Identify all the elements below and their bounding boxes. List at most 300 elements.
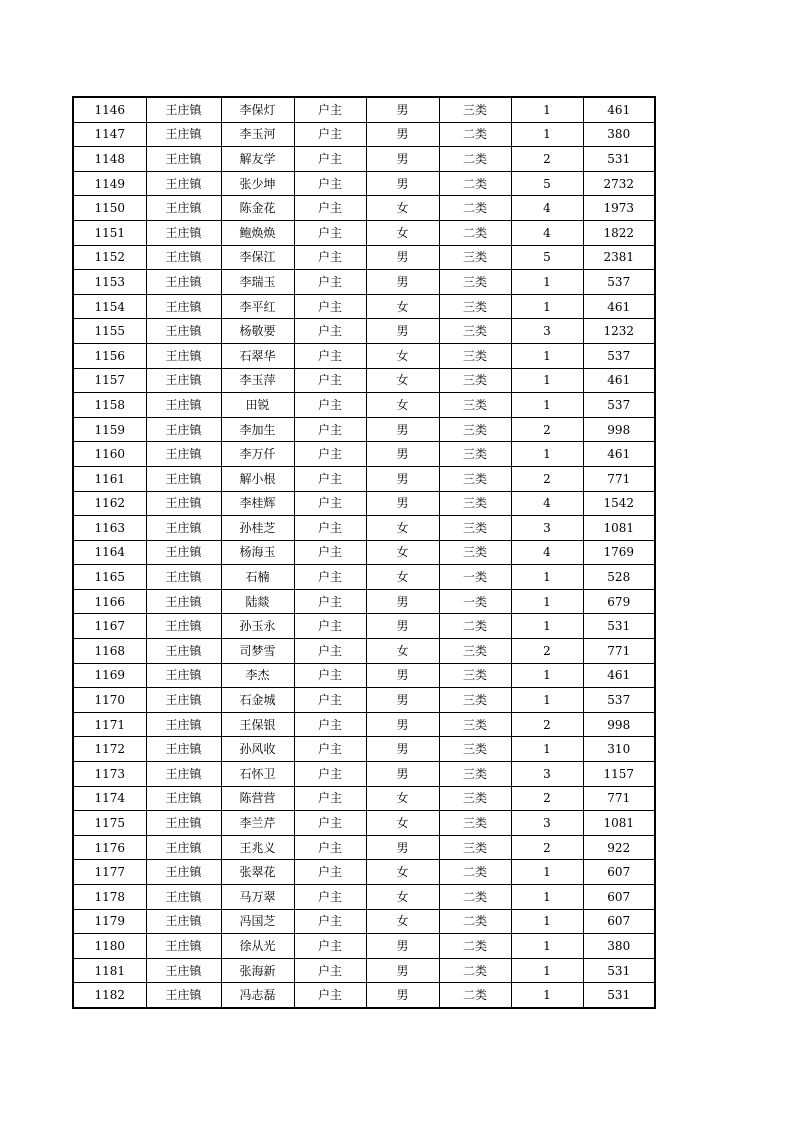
amount-cell: 607 (583, 909, 655, 934)
amount-cell: 922 (583, 835, 655, 860)
relation-cell: 户主 (294, 712, 366, 737)
amount-cell: 461 (583, 294, 655, 319)
gender-cell: 女 (366, 368, 439, 393)
serial-cell: 1165 (73, 565, 146, 590)
town-cell: 王庄镇 (146, 417, 221, 442)
table-row (73, 245, 655, 270)
serial-cell: 1155 (73, 319, 146, 344)
gender-cell: 女 (366, 639, 439, 664)
amount-cell: 537 (583, 343, 655, 368)
category-cell: 二类 (439, 220, 511, 245)
table-row (73, 417, 655, 442)
serial-cell: 1166 (73, 589, 146, 614)
table-row (73, 860, 655, 885)
town-cell: 王庄镇 (146, 909, 221, 934)
count-cell: 1 (511, 614, 583, 639)
amount-cell: 1081 (583, 516, 655, 541)
name-cell: 李平红 (221, 294, 294, 319)
amount-cell: 1542 (583, 491, 655, 516)
gender-cell: 女 (366, 393, 439, 418)
gender-cell: 男 (366, 934, 439, 959)
serial-cell: 1163 (73, 516, 146, 541)
category-cell: 二类 (439, 958, 511, 983)
name-cell: 李玉萍 (221, 368, 294, 393)
relation-cell: 户主 (294, 442, 366, 467)
category-cell: 三类 (439, 688, 511, 713)
relation-cell: 户主 (294, 343, 366, 368)
name-cell: 王保银 (221, 712, 294, 737)
category-cell: 三类 (439, 712, 511, 737)
category-cell: 三类 (439, 442, 511, 467)
town-cell: 王庄镇 (146, 393, 221, 418)
category-cell: 三类 (439, 491, 511, 516)
table-row (73, 688, 655, 713)
name-cell: 李桂辉 (221, 491, 294, 516)
amount-cell: 528 (583, 565, 655, 590)
count-cell: 1 (511, 368, 583, 393)
table-row (73, 97, 655, 122)
relation-cell: 户主 (294, 516, 366, 541)
relation-cell: 户主 (294, 417, 366, 442)
table-row (73, 835, 655, 860)
town-cell: 王庄镇 (146, 983, 221, 1008)
town-cell: 王庄镇 (146, 811, 221, 836)
town-cell: 王庄镇 (146, 712, 221, 737)
gender-cell: 女 (366, 565, 439, 590)
relation-cell: 户主 (294, 196, 366, 221)
table-row (73, 196, 655, 221)
category-cell: 三类 (439, 762, 511, 787)
name-cell: 石金城 (221, 688, 294, 713)
category-cell: 三类 (439, 319, 511, 344)
name-cell: 司梦雪 (221, 639, 294, 664)
amount-cell: 771 (583, 639, 655, 664)
gender-cell: 男 (366, 245, 439, 270)
gender-cell: 男 (366, 171, 439, 196)
count-cell: 2 (511, 147, 583, 172)
table-row (73, 220, 655, 245)
serial-cell: 1162 (73, 491, 146, 516)
amount-cell: 537 (583, 270, 655, 295)
town-cell: 王庄镇 (146, 516, 221, 541)
category-cell: 三类 (439, 540, 511, 565)
gender-cell: 男 (366, 319, 439, 344)
table-row (73, 958, 655, 983)
count-cell: 1 (511, 294, 583, 319)
gender-cell: 男 (366, 147, 439, 172)
serial-cell: 1159 (73, 417, 146, 442)
serial-cell: 1176 (73, 835, 146, 860)
town-cell: 王庄镇 (146, 860, 221, 885)
relation-cell: 户主 (294, 737, 366, 762)
table-row (73, 786, 655, 811)
gender-cell: 女 (366, 885, 439, 910)
serial-cell: 1173 (73, 762, 146, 787)
gender-cell: 男 (366, 663, 439, 688)
amount-cell: 380 (583, 122, 655, 147)
category-cell: 三类 (439, 663, 511, 688)
gender-cell: 男 (366, 983, 439, 1008)
serial-cell: 1154 (73, 294, 146, 319)
gender-cell: 女 (366, 786, 439, 811)
relation-cell: 户主 (294, 885, 366, 910)
serial-cell: 1152 (73, 245, 146, 270)
category-cell: 二类 (439, 196, 511, 221)
category-cell: 三类 (439, 466, 511, 491)
amount-cell: 531 (583, 614, 655, 639)
gender-cell: 女 (366, 220, 439, 245)
town-cell: 王庄镇 (146, 786, 221, 811)
name-cell: 李瑞玉 (221, 270, 294, 295)
category-cell: 三类 (439, 294, 511, 319)
gender-cell: 男 (366, 97, 439, 122)
serial-cell: 1174 (73, 786, 146, 811)
relation-cell: 户主 (294, 835, 366, 860)
name-cell: 李万仟 (221, 442, 294, 467)
town-cell: 王庄镇 (146, 589, 221, 614)
table-row (73, 343, 655, 368)
name-cell: 徐从光 (221, 934, 294, 959)
count-cell: 5 (511, 245, 583, 270)
relation-cell: 户主 (294, 688, 366, 713)
relation-cell: 户主 (294, 491, 366, 516)
amount-cell: 1081 (583, 811, 655, 836)
gender-cell: 男 (366, 762, 439, 787)
table-row (73, 516, 655, 541)
table-row (73, 466, 655, 491)
amount-cell: 531 (583, 983, 655, 1008)
name-cell: 马万翠 (221, 885, 294, 910)
town-cell: 王庄镇 (146, 368, 221, 393)
amount-cell: 607 (583, 860, 655, 885)
relation-cell: 户主 (294, 786, 366, 811)
gender-cell: 男 (366, 614, 439, 639)
town-cell: 王庄镇 (146, 835, 221, 860)
amount-cell: 771 (583, 466, 655, 491)
table-row (73, 294, 655, 319)
town-cell: 王庄镇 (146, 171, 221, 196)
serial-cell: 1151 (73, 220, 146, 245)
relation-cell: 户主 (294, 97, 366, 122)
gender-cell: 男 (366, 417, 439, 442)
name-cell: 孙桂芝 (221, 516, 294, 541)
town-cell: 王庄镇 (146, 639, 221, 664)
gender-cell: 女 (366, 909, 439, 934)
relation-cell: 户主 (294, 245, 366, 270)
serial-cell: 1167 (73, 614, 146, 639)
table-row (73, 885, 655, 910)
amount-cell: 461 (583, 663, 655, 688)
count-cell: 2 (511, 417, 583, 442)
name-cell: 石怀卫 (221, 762, 294, 787)
category-cell: 三类 (439, 639, 511, 664)
amount-cell: 531 (583, 958, 655, 983)
table-row (73, 934, 655, 959)
name-cell: 解小根 (221, 466, 294, 491)
count-cell: 2 (511, 786, 583, 811)
count-cell: 4 (511, 220, 583, 245)
relation-cell: 户主 (294, 811, 366, 836)
name-cell: 李兰芹 (221, 811, 294, 836)
category-cell: 二类 (439, 860, 511, 885)
amount-cell: 998 (583, 712, 655, 737)
amount-cell: 679 (583, 589, 655, 614)
relation-cell: 户主 (294, 663, 366, 688)
relation-cell: 户主 (294, 565, 366, 590)
gender-cell: 女 (366, 343, 439, 368)
count-cell: 1 (511, 565, 583, 590)
serial-cell: 1158 (73, 393, 146, 418)
name-cell: 王兆义 (221, 835, 294, 860)
category-cell: 三类 (439, 245, 511, 270)
count-cell: 1 (511, 885, 583, 910)
count-cell: 4 (511, 491, 583, 516)
town-cell: 王庄镇 (146, 491, 221, 516)
table-row (73, 442, 655, 467)
town-cell: 王庄镇 (146, 97, 221, 122)
amount-cell: 2732 (583, 171, 655, 196)
serial-cell: 1150 (73, 196, 146, 221)
category-cell: 三类 (439, 393, 511, 418)
category-cell: 二类 (439, 885, 511, 910)
name-cell: 张海新 (221, 958, 294, 983)
count-cell: 1 (511, 122, 583, 147)
name-cell: 李保灯 (221, 97, 294, 122)
serial-cell: 1168 (73, 639, 146, 664)
name-cell: 陈营营 (221, 786, 294, 811)
amount-cell: 531 (583, 147, 655, 172)
table-row (73, 983, 655, 1008)
name-cell: 孙玉永 (221, 614, 294, 639)
town-cell: 王庄镇 (146, 466, 221, 491)
amount-cell: 537 (583, 688, 655, 713)
serial-cell: 1156 (73, 343, 146, 368)
count-cell: 1 (511, 860, 583, 885)
gender-cell: 男 (366, 958, 439, 983)
count-cell: 1 (511, 663, 583, 688)
name-cell: 李玉河 (221, 122, 294, 147)
name-cell: 陆燚 (221, 589, 294, 614)
category-cell: 一类 (439, 565, 511, 590)
relation-cell: 户主 (294, 860, 366, 885)
amount-cell: 537 (583, 393, 655, 418)
count-cell: 2 (511, 466, 583, 491)
category-cell: 三类 (439, 343, 511, 368)
name-cell: 张翠花 (221, 860, 294, 885)
name-cell: 陈金花 (221, 196, 294, 221)
town-cell: 王庄镇 (146, 688, 221, 713)
relation-cell: 户主 (294, 122, 366, 147)
serial-cell: 1146 (73, 97, 146, 122)
name-cell: 李加生 (221, 417, 294, 442)
amount-cell: 1973 (583, 196, 655, 221)
table-row (73, 565, 655, 590)
town-cell: 王庄镇 (146, 762, 221, 787)
gender-cell: 女 (366, 516, 439, 541)
town-cell: 王庄镇 (146, 614, 221, 639)
table-row (73, 491, 655, 516)
amount-cell: 461 (583, 97, 655, 122)
name-cell: 杨敬要 (221, 319, 294, 344)
gender-cell: 男 (366, 270, 439, 295)
amount-cell: 1157 (583, 762, 655, 787)
relation-cell: 户主 (294, 540, 366, 565)
gender-cell: 男 (366, 712, 439, 737)
gender-cell: 女 (366, 196, 439, 221)
relation-cell: 户主 (294, 294, 366, 319)
category-cell: 三类 (439, 811, 511, 836)
table-row (73, 147, 655, 172)
amount-cell: 2381 (583, 245, 655, 270)
category-cell: 三类 (439, 786, 511, 811)
category-cell: 二类 (439, 934, 511, 959)
category-cell: 三类 (439, 368, 511, 393)
count-cell: 1 (511, 343, 583, 368)
serial-cell: 1161 (73, 466, 146, 491)
amount-cell: 310 (583, 737, 655, 762)
relation-cell: 户主 (294, 466, 366, 491)
name-cell: 孙风收 (221, 737, 294, 762)
name-cell: 杨海玉 (221, 540, 294, 565)
category-cell: 一类 (439, 589, 511, 614)
name-cell: 冯志磊 (221, 983, 294, 1008)
town-cell: 王庄镇 (146, 885, 221, 910)
count-cell: 1 (511, 270, 583, 295)
town-cell: 王庄镇 (146, 122, 221, 147)
table-row (73, 589, 655, 614)
category-cell: 三类 (439, 270, 511, 295)
gender-cell: 男 (366, 466, 439, 491)
town-cell: 王庄镇 (146, 565, 221, 590)
town-cell: 王庄镇 (146, 540, 221, 565)
count-cell: 3 (511, 762, 583, 787)
table-row (73, 762, 655, 787)
count-cell: 4 (511, 540, 583, 565)
count-cell: 3 (511, 319, 583, 344)
amount-cell: 461 (583, 368, 655, 393)
name-cell: 张少坤 (221, 171, 294, 196)
gender-cell: 男 (366, 835, 439, 860)
category-cell: 三类 (439, 737, 511, 762)
gender-cell: 男 (366, 589, 439, 614)
town-cell: 王庄镇 (146, 319, 221, 344)
amount-cell: 998 (583, 417, 655, 442)
relation-cell: 户主 (294, 220, 366, 245)
relation-cell: 户主 (294, 270, 366, 295)
gender-cell: 女 (366, 811, 439, 836)
town-cell: 王庄镇 (146, 663, 221, 688)
serial-cell: 1148 (73, 147, 146, 172)
town-cell: 王庄镇 (146, 245, 221, 270)
town-cell: 王庄镇 (146, 196, 221, 221)
table-row (73, 368, 655, 393)
name-cell: 田锐 (221, 393, 294, 418)
count-cell: 3 (511, 516, 583, 541)
relation-cell: 户主 (294, 958, 366, 983)
amount-cell: 1769 (583, 540, 655, 565)
relation-cell: 户主 (294, 639, 366, 664)
count-cell: 1 (511, 983, 583, 1008)
count-cell: 2 (511, 639, 583, 664)
count-cell: 2 (511, 712, 583, 737)
amount-cell: 607 (583, 885, 655, 910)
serial-cell: 1153 (73, 270, 146, 295)
town-cell: 王庄镇 (146, 294, 221, 319)
category-cell: 二类 (439, 983, 511, 1008)
gender-cell: 女 (366, 860, 439, 885)
count-cell: 1 (511, 958, 583, 983)
category-cell: 二类 (439, 614, 511, 639)
relation-cell: 户主 (294, 909, 366, 934)
count-cell: 1 (511, 909, 583, 934)
amount-cell: 380 (583, 934, 655, 959)
amount-cell: 461 (583, 442, 655, 467)
relation-cell: 户主 (294, 368, 366, 393)
serial-cell: 1164 (73, 540, 146, 565)
town-cell: 王庄镇 (146, 220, 221, 245)
gender-cell: 男 (366, 737, 439, 762)
name-cell: 李杰 (221, 663, 294, 688)
category-cell: 二类 (439, 171, 511, 196)
gender-cell: 女 (366, 294, 439, 319)
gender-cell: 男 (366, 491, 439, 516)
category-cell: 二类 (439, 909, 511, 934)
count-cell: 2 (511, 835, 583, 860)
town-cell: 王庄镇 (146, 270, 221, 295)
gender-cell: 男 (366, 442, 439, 467)
category-cell: 二类 (439, 122, 511, 147)
records-table (72, 96, 656, 1009)
table-row (73, 663, 655, 688)
count-cell: 1 (511, 688, 583, 713)
serial-cell: 1177 (73, 860, 146, 885)
category-cell: 二类 (439, 147, 511, 172)
amount-cell: 1822 (583, 220, 655, 245)
serial-cell: 1149 (73, 171, 146, 196)
count-cell: 1 (511, 393, 583, 418)
serial-cell: 1181 (73, 958, 146, 983)
category-cell: 三类 (439, 516, 511, 541)
relation-cell: 户主 (294, 393, 366, 418)
table-row (73, 171, 655, 196)
serial-cell: 1182 (73, 983, 146, 1008)
relation-cell: 户主 (294, 762, 366, 787)
relation-cell: 户主 (294, 934, 366, 959)
count-cell: 3 (511, 811, 583, 836)
category-cell: 三类 (439, 97, 511, 122)
table-row (73, 393, 655, 418)
serial-cell: 1170 (73, 688, 146, 713)
count-cell: 1 (511, 589, 583, 614)
gender-cell: 男 (366, 122, 439, 147)
town-cell: 王庄镇 (146, 147, 221, 172)
name-cell: 石翠华 (221, 343, 294, 368)
name-cell: 鲍焕焕 (221, 220, 294, 245)
serial-cell: 1169 (73, 663, 146, 688)
town-cell: 王庄镇 (146, 958, 221, 983)
serial-cell: 1175 (73, 811, 146, 836)
relation-cell: 户主 (294, 614, 366, 639)
count-cell: 1 (511, 934, 583, 959)
category-cell: 三类 (439, 835, 511, 860)
name-cell: 石楠 (221, 565, 294, 590)
serial-cell: 1172 (73, 737, 146, 762)
table-row (73, 639, 655, 664)
name-cell: 李保江 (221, 245, 294, 270)
category-cell: 三类 (439, 417, 511, 442)
relation-cell: 户主 (294, 147, 366, 172)
table-row (73, 270, 655, 295)
